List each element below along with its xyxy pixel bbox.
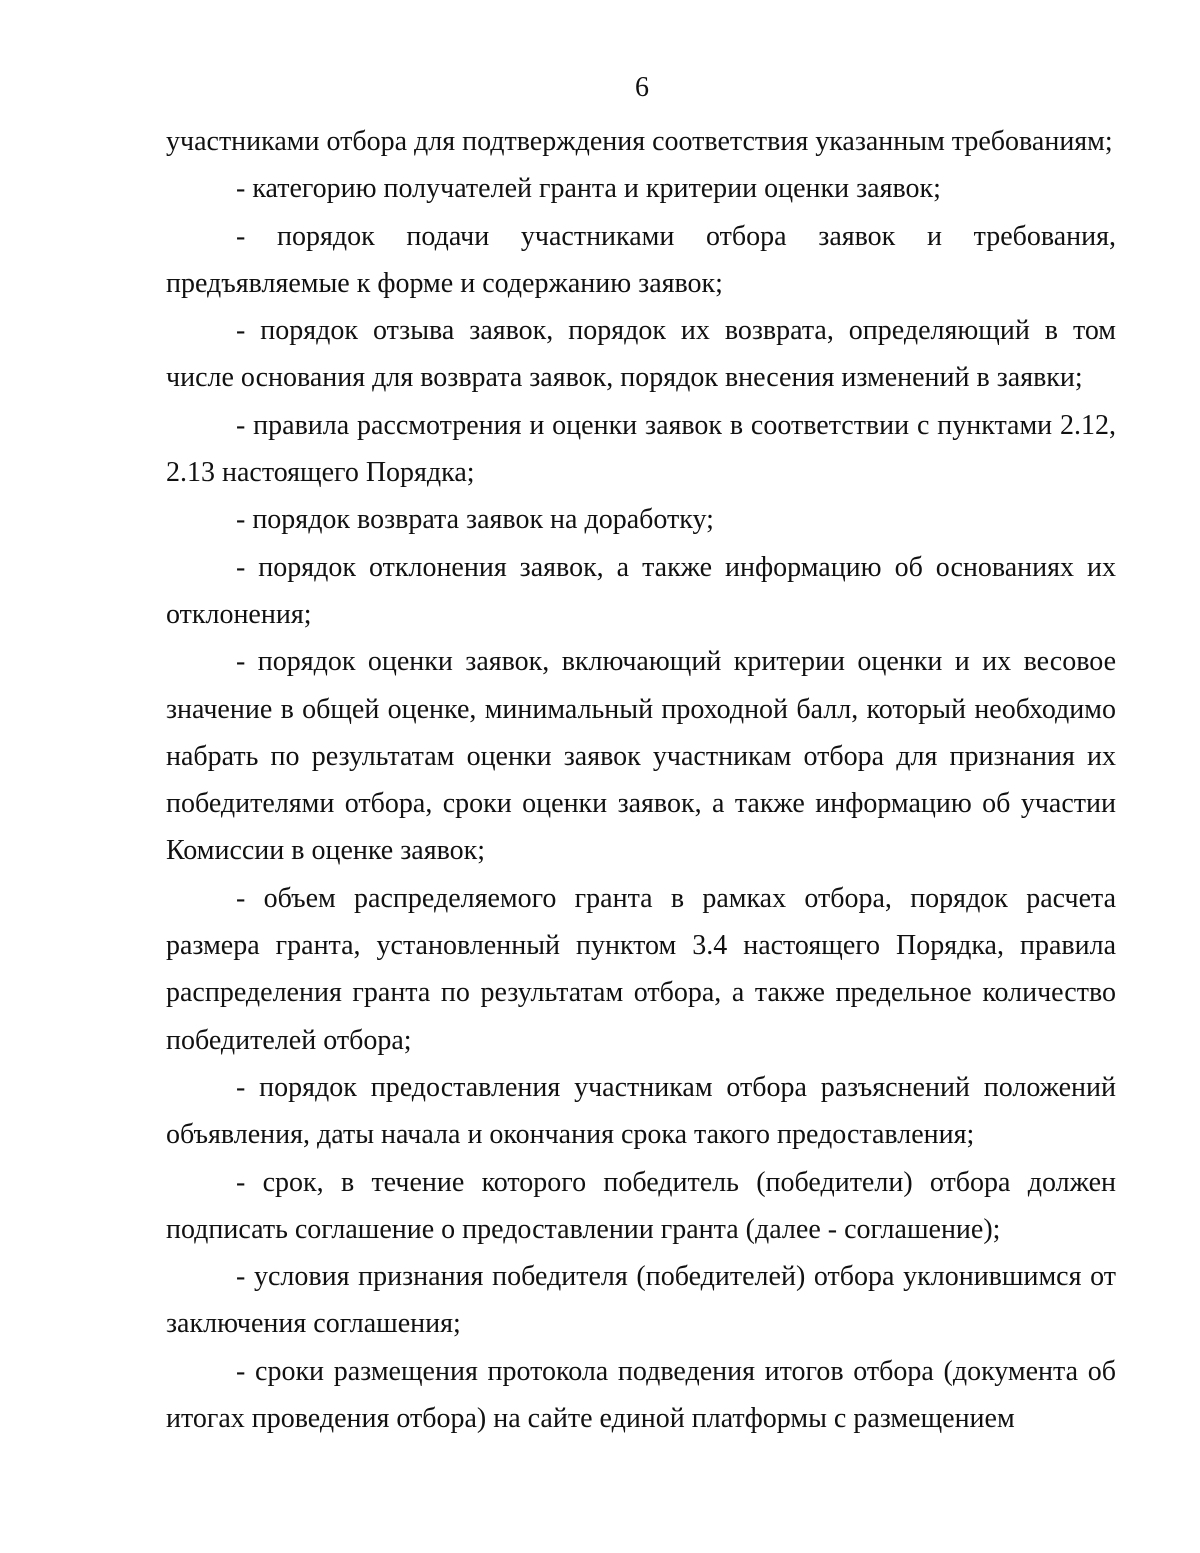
paragraph-recipient-category: - категорию получателей гранта и критерии оценки заявок; [236,173,941,205]
paragraph-rejection-procedure: - порядок отклонения заявок, а также информацию об основаниях их отклонения; [166,551,1116,630]
paragraph-withdrawal-procedure: - порядок отзыва заявок, порядок их возврата, определяющий в том числе основания для возврата заявок, порядок внесения изменений в заявки; [166,315,1116,394]
paragraph-return-for-revision: - порядок возврата заявок на доработку; [236,504,714,536]
paragraph-continuation: участниками отбора для подтверждения соответствия указанным требованиям; [166,126,1113,157]
page-number: 6 [635,72,649,103]
paragraph-evaluation-procedure: - порядок оценки заявок, включающий критерии оценки и их весовое значение в общей оценке, минимальный проходной балл, который необходимо набрать по результатам оценки заявок участникам отбора для признания их победителями отбора, сроки оценки заявок, а также информацию об участии Комиссии в оценке заявок; [166,646,1116,867]
paragraph-grant-volume: - объем распределяемого гранта в рамках отбора, порядок расчета размера гранта, установленный пунктом 3.4 настоящего Порядка, правила распределения гранта по результатам отбора, а также предельное количество победителей отбора; [166,882,1116,1056]
paragraph-clarifications: - порядок предоставления участникам отбора разъяснений положений объявления, даты начала и окончания срока такого предоставления; [166,1071,1116,1151]
paragraph-agreement-deadline: - срок, в течение которого победитель (победители) отбора должен подписать соглашение о предоставлении гранта (далее - соглашение); [166,1166,1116,1245]
paragraph-submission-procedure: - порядок подачи участниками отбора заявок и требования, предъявляемые к форме и содержанию заявок; [166,220,1116,299]
paragraph-protocol-publication: - сроки размещения протокола подведения итогов отбора (документа об итогах проведения отбора) на сайте единой платформы с размещением [166,1355,1116,1435]
paragraph-evasion-conditions: - условия признания победителя (победителей) отбора уклонившимся от заключения соглашения; [166,1261,1116,1340]
document-body [166,118,1116,1442]
paragraph-review-rules: - правила рассмотрения и оценки заявок в соответствии с пунктами 2.12, 2.13 настоящего Порядка; [166,409,1116,489]
